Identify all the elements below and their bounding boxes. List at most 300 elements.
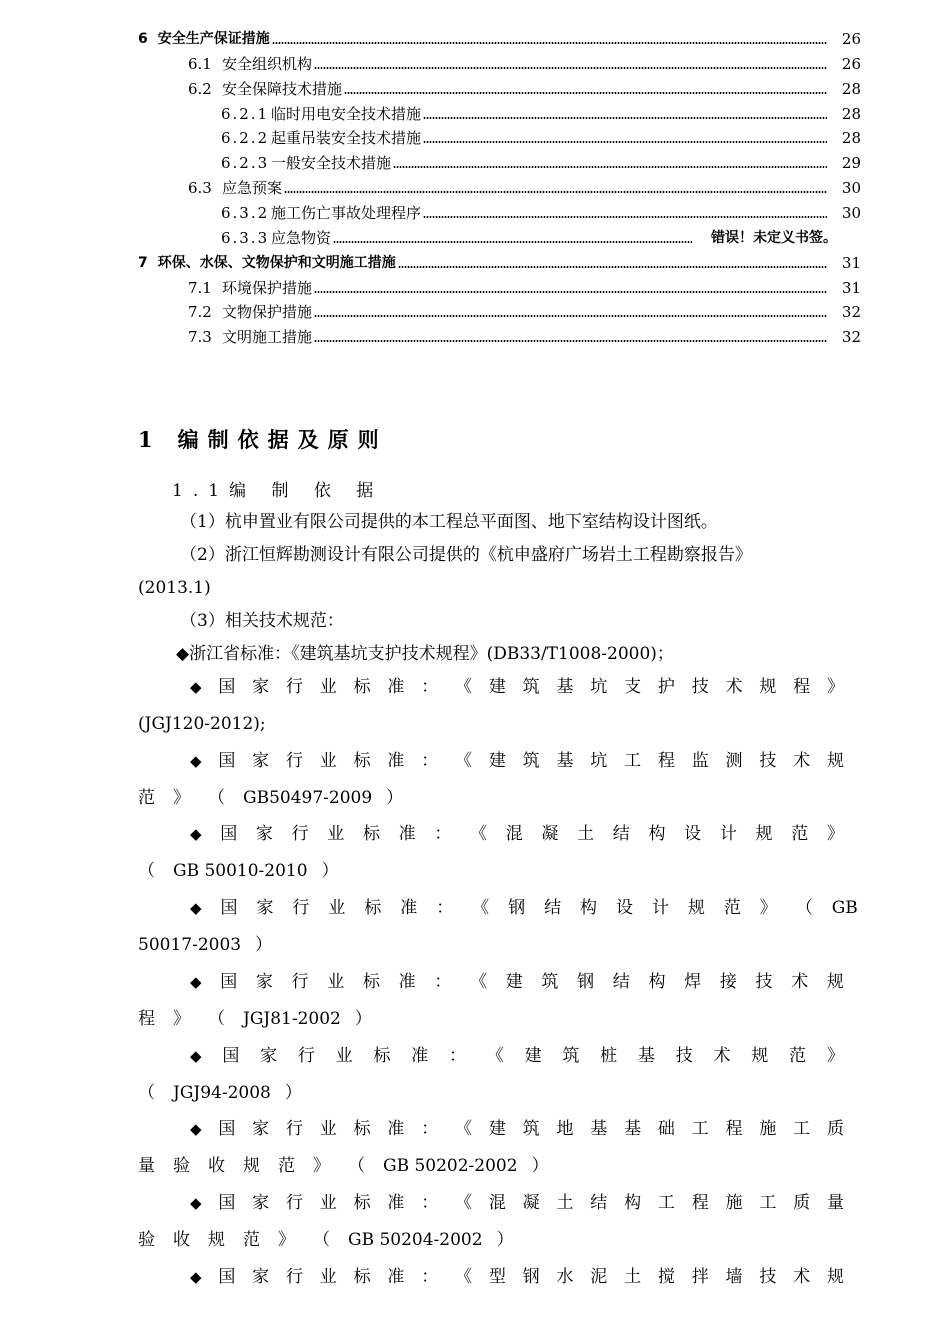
standard-glyph: ◆: [190, 1194, 202, 1212]
toc-entry-label: [188, 300, 313, 324]
toc-leader-dots: [333, 241, 692, 243]
standard-glyph: 构: [624, 1193, 642, 1213]
standard-glyph: 建: [488, 751, 506, 771]
standard-glyph: 家: [260, 1046, 278, 1066]
standard-line-1: [138, 1117, 844, 1141]
standard-glyph: 型: [488, 1267, 506, 1287]
toc-entry[interactable]: [0, 226, 950, 250]
toc-entry-number: 6.3: [188, 179, 212, 198]
toc-leader-dots: [344, 92, 827, 94]
toc-leader-dots: [423, 216, 827, 218]
standard-glyph: 《: [470, 824, 488, 844]
standard-line-1: [138, 1044, 844, 1068]
standard-glyph: 行: [285, 1119, 303, 1139]
standard-glyph: 家: [252, 1267, 270, 1287]
standard-glyph: 标: [362, 972, 380, 992]
standard-glyph: 质: [793, 1193, 811, 1213]
standard-line-2: [138, 712, 844, 736]
standard-glyph: 程: [138, 1009, 155, 1029]
standard-entry: [138, 675, 844, 736]
standard-entry: [138, 1044, 844, 1105]
standard-glyph: ）: [321, 861, 339, 881]
toc-entry-title: 安全组织机构: [222, 54, 313, 73]
standard-glyph: 行: [285, 1267, 303, 1287]
toc-entry-page: 32: [841, 303, 861, 322]
standard-glyph: 术: [793, 751, 811, 771]
standard-line-1: [138, 1191, 844, 1215]
standard-glyph: 《: [455, 1119, 473, 1139]
section-title: 编制依据及原则: [177, 427, 388, 452]
standard-glyph: 国: [220, 972, 238, 992]
standard-glyph: 准: [387, 1119, 405, 1139]
standard-glyph: 》: [826, 1046, 844, 1066]
standard-glyph: 土: [624, 1267, 642, 1287]
standard-glyph: 构: [580, 898, 598, 918]
standard-glyph: 结: [544, 898, 562, 918]
standard-glyph: 基: [624, 1119, 642, 1139]
section-number: 1: [138, 427, 162, 452]
toc-entry-number: 7.1: [188, 278, 212, 297]
standard-glyph: 标: [364, 898, 382, 918]
standard-glyph: 工: [624, 751, 642, 771]
standard-glyph: GB: [831, 898, 858, 918]
standard-glyph: GB 50204-2002: [348, 1230, 483, 1250]
standard-glyph: 技: [675, 1046, 693, 1066]
toc-entry[interactable]: [0, 126, 950, 150]
standard-glyph: 程: [691, 1193, 709, 1213]
standard-glyph: ◆: [190, 825, 202, 843]
standard-glyph: JGJ94-2008: [173, 1083, 271, 1103]
toc-entry[interactable]: [0, 77, 950, 101]
standard-glyph: 业: [319, 1267, 337, 1287]
toc-entry-number: 6.2.1: [221, 104, 270, 123]
standard-glyph: 工: [657, 1193, 675, 1213]
standard-glyph: 构: [648, 972, 666, 992]
standard-line-1: [138, 749, 844, 773]
standard-glyph: 业: [327, 972, 345, 992]
standard-glyph: 混: [505, 824, 523, 844]
toc-entry-page: 26: [841, 54, 861, 73]
standard-glyph: ◆: [190, 973, 202, 991]
standard-glyph: ◆: [190, 1047, 202, 1065]
standard-glyph: 国: [218, 1193, 236, 1213]
toc-entry-label: [138, 27, 271, 51]
standard-glyph: 国: [218, 751, 236, 771]
standard-glyph: ）: [255, 935, 273, 955]
toc-entry-label: [221, 126, 422, 150]
standard-glyph: 准: [387, 1267, 405, 1287]
standard-glyph: 50017-2003: [138, 935, 242, 955]
standard-glyph: 监: [691, 751, 709, 771]
standard-glyph: 《: [455, 1193, 473, 1213]
toc-entry-number: 7.3: [188, 328, 212, 347]
standard-glyph: 准: [400, 898, 418, 918]
toc-entry-page: 32: [841, 328, 861, 347]
standard-glyph: 建: [524, 1046, 542, 1066]
standard-glyph: ）: [531, 1156, 549, 1176]
standard-glyph: 国: [222, 1046, 240, 1066]
standard-glyph: 《: [455, 751, 473, 771]
standard-glyph: 验: [138, 1230, 155, 1250]
standard-glyph: 标: [353, 1267, 371, 1287]
standard-glyph: 接: [719, 972, 737, 992]
standard-glyph: 术: [793, 1267, 811, 1287]
standard-entry: [138, 970, 844, 1031]
standard-glyph: 拌: [691, 1267, 709, 1287]
standard-line-2: [138, 1228, 844, 1252]
standard-line-2: [138, 933, 844, 957]
standard-glyph: 》: [759, 898, 777, 918]
standard-glyph: 范: [791, 824, 809, 844]
standard-glyph: 程: [793, 677, 811, 697]
standard-glyph: 基: [556, 751, 574, 771]
toc-entry-page: 28: [841, 104, 861, 123]
toc-entry-title: 环境保护措施: [222, 278, 313, 297]
toc-entry-title: 安全生产保证措施: [157, 31, 270, 47]
toc-entry-number: 6.2.3: [221, 154, 270, 173]
standard-glyph: 坑: [590, 677, 608, 697]
standard-glyph: 业: [335, 1046, 353, 1066]
standard-glyph: 施: [725, 1193, 743, 1213]
toc-leader-dots: [398, 266, 827, 268]
standard-glyph: 行: [291, 972, 309, 992]
toc-entry-number: 6.2.2: [221, 129, 270, 148]
paragraph-item-2-cont: (2013.1): [138, 578, 211, 598]
toc-entry-title: 临时用电安全技术措施: [271, 104, 422, 123]
standard-glyph: 国: [218, 677, 236, 697]
standard-glyph: 《: [470, 972, 488, 992]
standard-glyph: 技: [755, 972, 773, 992]
toc-leader-dots: [314, 291, 827, 293]
standard-glyph: 家: [252, 1119, 270, 1139]
standard-glyph: 筑: [522, 677, 540, 697]
standard-glyph: 准: [387, 1193, 405, 1213]
toc-entry-label: [188, 325, 313, 349]
standard-glyph: 规: [687, 898, 705, 918]
standard-glyph: 技: [759, 751, 777, 771]
toc-entry[interactable]: [0, 251, 950, 275]
standard-glyph: 土: [556, 1193, 574, 1213]
standard-glyph: 构: [648, 824, 666, 844]
standard-glyph: 业: [319, 677, 337, 697]
standard-glyph: 测: [725, 751, 743, 771]
standard-glyph: 业: [319, 1119, 337, 1139]
paragraph-item-3: （3）相关技术规范：: [180, 611, 344, 631]
toc-entry[interactable]: [0, 176, 950, 200]
standard-glyph: 设: [615, 898, 633, 918]
standard-line-2: [138, 1154, 844, 1178]
toc-entry-title: 文物保护措施: [222, 303, 313, 322]
standard-entry: [138, 822, 844, 883]
toc-entry-page: 30: [841, 203, 861, 222]
standard-glyph: （: [208, 788, 225, 808]
standard-glyph: 计: [719, 824, 737, 844]
standard-glyph: 结: [612, 824, 630, 844]
toc-entry[interactable]: [0, 201, 950, 225]
standard-glyph: 墙: [725, 1267, 743, 1287]
toc-entry-title: 一般安全技术措施: [271, 154, 392, 173]
toc-leader-dots: [314, 67, 827, 69]
standard-glyph: 规: [826, 751, 844, 771]
standard-glyph: 标: [353, 1119, 371, 1139]
toc-entry[interactable]: [0, 52, 950, 76]
standard-glyph: （: [795, 898, 813, 918]
toc-leader-dots: [314, 340, 827, 342]
standard-glyph: 业: [319, 1193, 337, 1213]
standard-glyph: 规: [751, 1046, 769, 1066]
standard-glyph: 家: [252, 1193, 270, 1213]
toc-entry-label: [221, 151, 392, 175]
standard-glyph: ◆: [190, 1120, 202, 1138]
toc-entry-title: 文明施工措施: [222, 328, 313, 347]
standard-glyph: 标: [353, 677, 371, 697]
standard-glyph: 混: [488, 1193, 506, 1213]
standard-glyph: （: [138, 861, 155, 881]
standard-glyph: 《: [455, 1267, 473, 1287]
toc-entry-title: 施工伤亡事故处理程序: [271, 203, 422, 222]
standard-glyph: 业: [319, 751, 337, 771]
standard-glyph: 国: [220, 824, 238, 844]
standard-glyph: 建: [505, 972, 523, 992]
standard-glyph: 行: [291, 824, 309, 844]
toc-entry-page: 26: [841, 30, 861, 48]
standard-glyph: 基: [556, 677, 574, 697]
toc-entry-label: [138, 251, 397, 275]
standard-glyph: 行: [285, 677, 303, 697]
toc-leader-dots: [272, 42, 827, 44]
standard-glyph: GB 50010-2010: [173, 861, 308, 881]
toc-leader-dots: [423, 117, 827, 119]
standard-glyph: 工: [793, 1119, 811, 1139]
standard-glyph: 支: [624, 677, 642, 697]
standard-glyph: 业: [327, 824, 345, 844]
toc-entry-page: 31: [841, 253, 861, 272]
standard-glyph: 程: [725, 1119, 743, 1139]
standard-glyph: ◆: [190, 899, 202, 917]
standard-glyph: 范: [789, 1046, 807, 1066]
toc-entry[interactable]: [0, 102, 950, 126]
standard-glyph: 《: [472, 898, 490, 918]
standard-glyph: 钢: [577, 972, 595, 992]
subsection-heading: 1.1编 制 依 据: [172, 481, 384, 501]
standard-glyph: 家: [255, 972, 273, 992]
standard-glyph: 计: [651, 898, 669, 918]
standard-glyph: 》: [278, 1230, 295, 1250]
standard-glyph: 钢: [522, 1267, 540, 1287]
standard-line-2: [138, 1007, 844, 1031]
standard-entry: [138, 1117, 844, 1178]
standard-entry: [138, 1265, 844, 1289]
toc-entry-number: 7: [138, 254, 148, 271]
standard-glyph: JGJ81-2002: [243, 1009, 341, 1029]
paragraph-item-2: （2）浙江恒辉勘测设计有限公司提供的《杭申盛府广场岩土工程勘察报告》: [180, 545, 752, 565]
standard-glyph: ）: [386, 788, 404, 808]
standard-glyph: ：: [421, 1193, 439, 1213]
standard-line-1: [138, 1265, 844, 1289]
toc-entry[interactable]: [0, 27, 950, 51]
standard-glyph: ◆: [190, 678, 202, 696]
standard-glyph: 》: [826, 824, 844, 844]
toc-entry-label: [221, 226, 332, 250]
standard-glyph: 工: [759, 1193, 777, 1213]
standard-glyph: 护: [657, 677, 675, 697]
toc-entry-page: 31: [841, 278, 861, 297]
toc-entry-label: [188, 77, 343, 101]
toc-entry-title: 安全保障技术措施: [222, 79, 343, 98]
standard-glyph: 桩: [600, 1046, 618, 1066]
toc-entry[interactable]: [0, 151, 950, 175]
toc-entry-number: 6: [138, 31, 148, 47]
standard-glyph: 准: [387, 751, 405, 771]
standard-glyph: 准: [387, 677, 405, 697]
standard-entry: [138, 749, 844, 810]
standard-glyph: 技: [759, 1267, 777, 1287]
standard-glyph: 工: [691, 1119, 709, 1139]
toc-entry-number: 6.1: [188, 54, 212, 73]
standard-glyph: ）: [284, 1083, 302, 1103]
standard-glyph: 规: [759, 677, 777, 697]
standard-glyph: GB50497-2009: [243, 788, 373, 808]
standard-glyph: 范: [138, 788, 155, 808]
standard-glyph: 标: [353, 1193, 371, 1213]
toc-entry-number: 6.2: [188, 79, 212, 98]
standard-glyph: 地: [556, 1119, 574, 1139]
standard-glyph: 凝: [522, 1193, 540, 1213]
standard-glyph: 规: [826, 1267, 844, 1287]
standard-glyph: ◆: [190, 1268, 202, 1286]
standard-glyph: 术: [725, 677, 743, 697]
toc-entry-label: [188, 52, 313, 76]
standard-line-1: [138, 822, 844, 846]
standard-glyph: 搅: [657, 1267, 675, 1287]
standard-glyph: 收: [173, 1230, 190, 1250]
standard-line-2: [138, 859, 844, 883]
standard-glyph: 国: [218, 1119, 236, 1139]
standard-glyph: 收: [208, 1156, 225, 1176]
standard-glyph: 》: [173, 1009, 190, 1029]
standard-glyph: 标: [362, 824, 380, 844]
toc-entry-number: 7.2: [188, 303, 212, 322]
toc-entry-error: 错误！未定义书签。: [711, 229, 837, 246]
toc-entry-label: [221, 201, 422, 225]
standard-glyph: 筑: [541, 972, 559, 992]
standard-glyph: 行: [285, 751, 303, 771]
toc-entry-page: 30: [841, 179, 861, 198]
standard-glyph: 行: [292, 898, 310, 918]
standard-glyph: ：: [421, 1119, 439, 1139]
standard-glyph: 准: [398, 972, 416, 992]
standard-glyph: （: [348, 1156, 365, 1176]
standard-glyph: 规: [826, 972, 844, 992]
standard-glyph: ：: [436, 898, 454, 918]
standard-glyph: 范: [723, 898, 741, 918]
standard-glyph: ）: [496, 1230, 514, 1250]
standard-glyph: 行: [285, 1193, 303, 1213]
standard-glyph: 筑: [562, 1046, 580, 1066]
standard-glyph: 》: [826, 677, 844, 697]
standard-glyph: ：: [421, 751, 439, 771]
standard-glyph: 技: [691, 677, 709, 697]
standard-glyph: 行: [297, 1046, 315, 1066]
standard-glyph: 建: [488, 677, 506, 697]
toc-entry-page: 28: [841, 79, 861, 98]
standard-glyph: 坑: [590, 751, 608, 771]
standard-glyph: （: [138, 1083, 155, 1103]
toc-entry-number: 6.3.3: [221, 228, 270, 247]
standard-glyph: 标: [353, 751, 371, 771]
standard-glyph: 筑: [522, 1119, 540, 1139]
standard-glyph: 焊: [684, 972, 702, 992]
standard-glyph: 》: [313, 1156, 330, 1176]
toc-entry[interactable]: [0, 276, 950, 300]
standard-glyph: 结: [612, 972, 630, 992]
standard-glyph: 规: [243, 1156, 260, 1176]
standard-glyph: 规: [755, 824, 773, 844]
standard-glyph: 施: [759, 1119, 777, 1139]
standard-glyph: ）: [354, 1009, 372, 1029]
standard-glyph: 准: [398, 824, 416, 844]
toc-entry[interactable]: [0, 300, 950, 324]
standard-glyph: 准: [411, 1046, 429, 1066]
standard-glyph: 术: [791, 972, 809, 992]
section-heading: [138, 424, 388, 454]
standard-line-2: [138, 786, 844, 810]
standard-glyph: 水: [556, 1267, 574, 1287]
standard-glyph: 业: [328, 898, 346, 918]
standard-glyph: ：: [434, 972, 452, 992]
toc-entry-page: 28: [841, 129, 861, 148]
toc-entry-title: 起重吊装安全技术措施: [271, 129, 422, 148]
toc-entry-label: [221, 102, 422, 126]
standard-glyph: 验: [173, 1156, 190, 1176]
standard-glyph: 筑: [522, 751, 540, 771]
toc-leader-dots: [284, 191, 827, 193]
standard-glyph: 范: [278, 1156, 295, 1176]
toc-entry-page: 29: [841, 154, 861, 173]
standard-glyph: 设: [684, 824, 702, 844]
standard-glyph: 程: [657, 751, 675, 771]
standard-entry: [138, 1191, 844, 1252]
standard-glyph: 泥: [590, 1267, 608, 1287]
standard-glyph: 《: [486, 1046, 504, 1066]
standard-line-1: [138, 675, 844, 699]
standard-line-1: [138, 896, 858, 920]
standard-glyph: 《: [455, 677, 473, 697]
standard-glyph: 基: [590, 1119, 608, 1139]
standard-glyph: 凝: [541, 824, 559, 844]
toc-entry-title: 应急物资: [271, 228, 332, 247]
standard-glyph: 家: [252, 751, 270, 771]
standard-glyph: 础: [657, 1119, 675, 1139]
toc-entry[interactable]: [0, 325, 950, 349]
toc-leader-dots: [314, 315, 827, 317]
toc-entry-label: [188, 276, 313, 300]
standard-glyph: 国: [218, 1267, 236, 1287]
toc-entry-title: 环保、水保、文物保护和文明施工措施: [157, 254, 396, 271]
standard-glyph: 家: [256, 898, 274, 918]
standard-glyph: 量: [826, 1193, 844, 1213]
standard-glyph: 国: [220, 898, 238, 918]
standard-glyph: 家: [255, 824, 273, 844]
paragraph-item-1: （1）杭申置业有限公司提供的本工程总平面图、地下室结构设计图纸。: [180, 512, 718, 532]
toc-entry-label: [188, 176, 283, 200]
standard-glyph: （: [313, 1230, 330, 1250]
standard-glyph: （: [208, 1009, 225, 1029]
standard-glyph: ：: [434, 824, 452, 844]
standard-glyph: 家: [252, 677, 270, 697]
standard-entry: [138, 896, 858, 957]
standard-glyph: ：: [449, 1046, 467, 1066]
